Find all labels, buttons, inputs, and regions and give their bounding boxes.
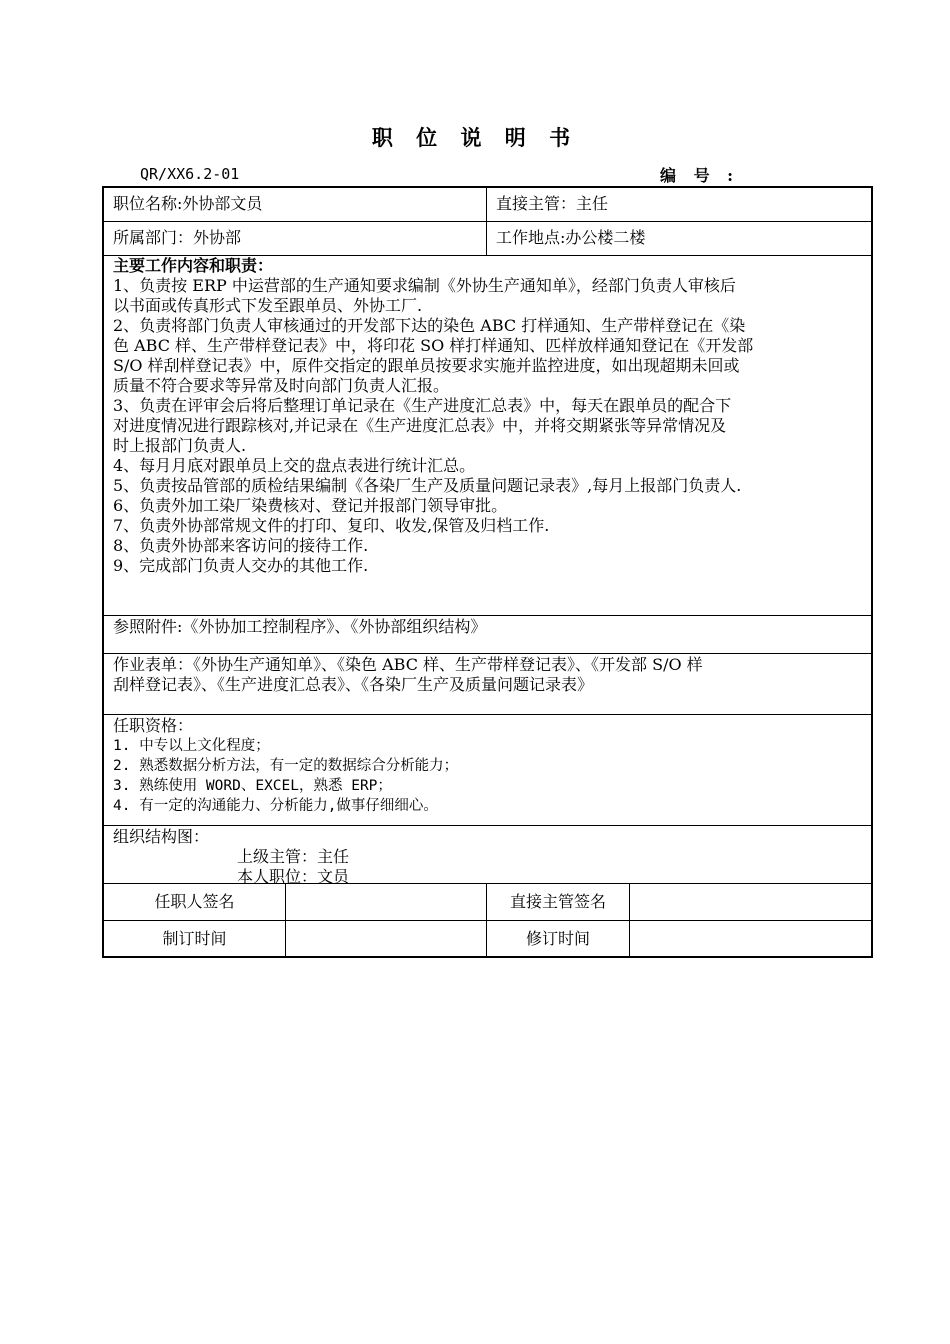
duties-section (104, 256, 871, 616)
duties-heading: 主要工作内容和职责： (113, 256, 274, 275)
info-row-1 (104, 188, 871, 222)
qualifications-section (104, 715, 871, 826)
org-chart-section (104, 826, 871, 884)
org-chart-superior: 上级主管：主任 (237, 847, 350, 866)
info-row-2 (104, 222, 871, 256)
qualification-item: 1. 中专以上文化程度； (113, 738, 270, 754)
duty-line: 对进度情况进行跟踪核对,并记录在《生产进度汇总表》中，并将交期紧张等异常情况及 (113, 416, 727, 435)
job-description-table (102, 186, 873, 958)
duty-line: 3、负责在评审会后将后整理订单记录在《生产进度汇总表》中，每天在跟单员的配合下 (113, 396, 732, 415)
duty-line: 7、负责外协部常规文件的打印、复印、收发,保管及归档工作. (113, 516, 550, 535)
duty-line: 6、负责外加工染厂染费核对、登记并报部门领导审批。 (113, 496, 508, 515)
forms-line: 刮样登记表》、《生产进度汇总表》、《各染厂生产及质量问题记录表》 (113, 675, 594, 694)
duty-line: 色 ABC 样、生产带样登记表》中，将印花 SO 样打样通知、匹样放样通知登记在《开发部 (113, 336, 754, 355)
date-row (104, 921, 871, 956)
holder-signature-field[interactable] (286, 884, 487, 920)
signature-row (104, 884, 871, 921)
qualification-item: 2. 熟悉数据分析方法，有一定的数据综合分析能力； (113, 758, 459, 774)
supervisor-cell: 直接主管：主任 (496, 194, 609, 213)
attachments-text: 参照附件:《外协加工控制程序》、《外协部组织结构》 (113, 617, 487, 636)
supervisor-signature-label: 直接主管签名 (487, 884, 630, 920)
drafted-date-field[interactable] (286, 921, 487, 956)
qualification-item: 3. 熟练使用 WORD、EXCEL，熟悉 ERP； (113, 778, 392, 794)
document-title: 职 位 说 明 书 (371, 125, 579, 150)
duty-line: S/O 样刮样登记表》中，原件交指定的跟单员按要求实施并监控进度，如出现超期未回或 (113, 356, 740, 375)
department-cell: 所属部门：外协部 (104, 222, 487, 255)
duty-line: 以书面或传真形式下发至跟单员、外协工厂. (113, 296, 423, 315)
duty-line: 8、负责外协部来客访问的接待工作. (113, 536, 369, 555)
qualification-item: 4. 有一定的沟通能力、分析能力,做事仔细细心。 (113, 798, 438, 814)
duty-line: 2、负责将部门负责人审核通过的开发部下达的染色 ABC 打样通知、生产带样登记在《染 (113, 316, 746, 335)
revised-date-label: 修订时间 (487, 921, 630, 956)
qualifications-heading: 任职资格： (113, 716, 194, 735)
holder-signature-label: 任职人签名 (104, 884, 286, 920)
duty-line: 时上报部门负责人. (113, 436, 247, 455)
duty-line: 9、完成部门负责人交办的其他工作. (113, 556, 369, 575)
duty-line: 质量不符合要求等异常及时向部门负责人汇报。 (113, 376, 450, 395)
drafted-date-label: 制订时间 (104, 921, 286, 956)
position-name-cell: 职位名称:外协部文员 (104, 188, 487, 221)
forms-section (104, 654, 871, 715)
org-chart-own-position: 本人职位：文员 (237, 867, 350, 886)
location-cell: 工作地点:办公楼二楼 (496, 228, 646, 247)
duty-line: 5、负责按品管部的质检结果编制《各染厂生产及质量问题记录表》,每月上报部门负责人. (113, 476, 742, 495)
attachments-section (104, 616, 871, 654)
document-number: QR/XX6.2-01 (140, 165, 240, 183)
serial-number-label: 编 号 : (660, 166, 740, 185)
duty-line: 1、负责按 ERP 中运营部的生产通知要求编制《外协生产通知单》，经部门负责人审核后 (113, 276, 736, 295)
forms-line: 作业表单：《外协生产通知单》、《染色 ABC 样、生产带样登记表》、《开发部 S/O 样 (113, 655, 703, 674)
supervisor-signature-field[interactable] (630, 884, 871, 920)
duty-line: 4、每月月底对跟单员上交的盘点表进行统计汇总。 (113, 456, 476, 475)
org-chart-heading: 组织结构图： (113, 827, 210, 846)
revised-date-field[interactable] (630, 921, 871, 956)
